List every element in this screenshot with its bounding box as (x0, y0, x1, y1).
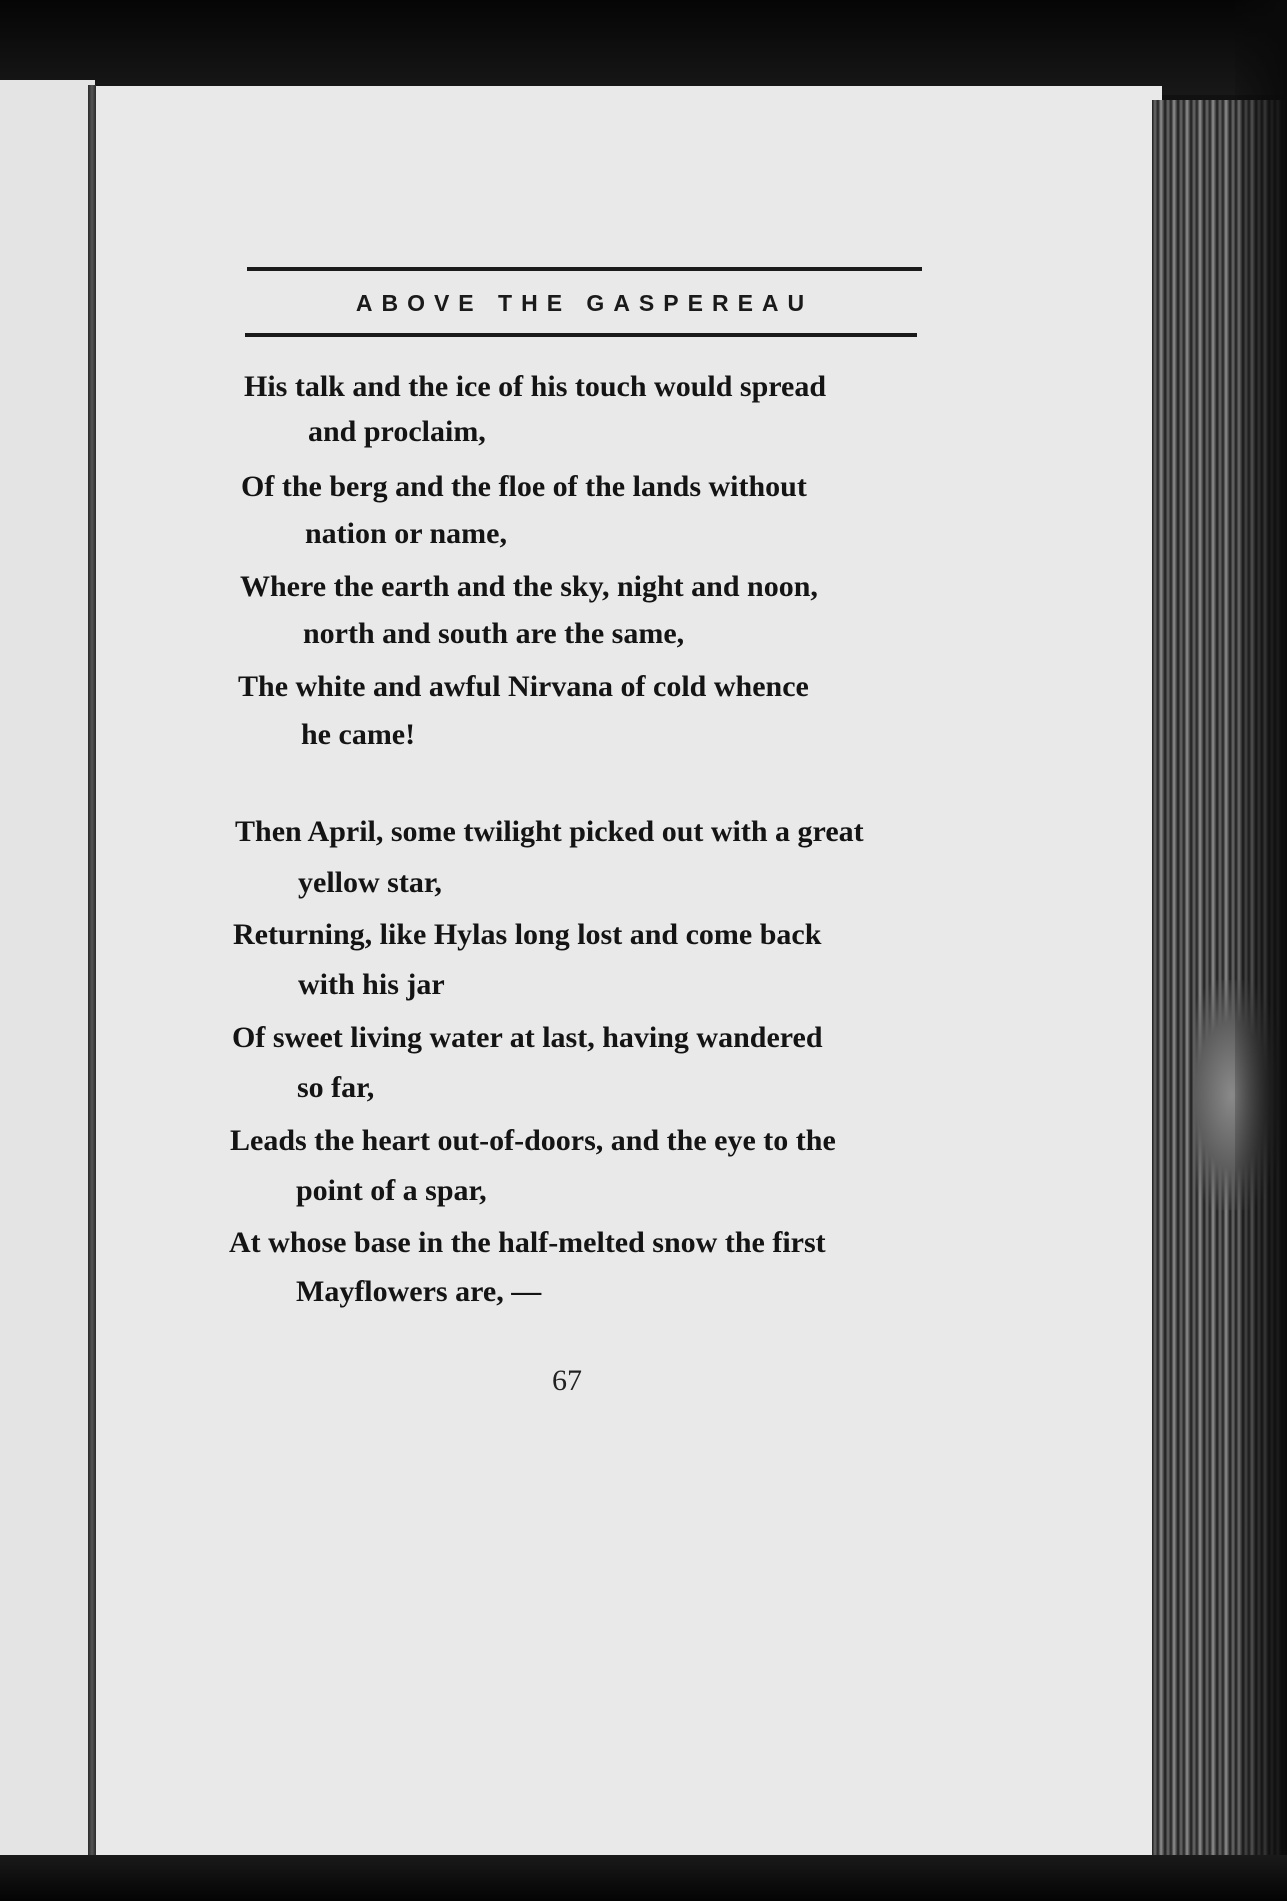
verse-line: Leads the heart out-of-doors, and the eye to the (230, 1124, 836, 1157)
header-rule-bottom (245, 333, 917, 337)
scan-background-right (1235, 0, 1287, 1901)
verse-line: Of the berg and the floe of the lands without (241, 470, 807, 503)
verse-line: Of sweet living water at last, having wandered (232, 1021, 823, 1054)
verse-line-continuation: he came! (301, 718, 416, 751)
facing-page-edge (0, 80, 95, 1870)
verse-line-continuation: and proclaim, (308, 415, 486, 448)
scan-background-bottom (0, 1855, 1287, 1901)
page-number: 67 (552, 1364, 582, 1397)
verse-line-continuation: Mayflowers are, — (296, 1275, 542, 1308)
verse-line-continuation: yellow star, (298, 866, 442, 899)
verse-line: Returning, like Hylas long lost and come back (233, 918, 822, 951)
verse-line: His talk and the ice of his touch would spread (244, 370, 827, 403)
book-page (96, 86, 1162, 1856)
verse-line: Then April, some twilight picked out with a great (235, 815, 864, 848)
verse-line-continuation: so far, (297, 1071, 375, 1104)
scan-background-top (0, 0, 1287, 95)
header-rule-top (247, 267, 922, 271)
verse-line-continuation: nation or name, (305, 517, 507, 550)
running-head: ABOVE THE GASPEREAU (355, 290, 814, 316)
book-gutter (88, 85, 96, 1875)
verse-line-continuation: north and south are the same, (303, 617, 685, 650)
verse-line: Where the earth and the sky, night and noon, (240, 570, 818, 603)
verse-line: The white and awful Nirvana of cold whence (238, 670, 809, 703)
verse-line: At whose base in the half-melted snow the first (229, 1226, 826, 1259)
verse-line-continuation: with his jar (298, 968, 445, 1001)
verse-line-continuation: point of a spar, (296, 1174, 487, 1207)
